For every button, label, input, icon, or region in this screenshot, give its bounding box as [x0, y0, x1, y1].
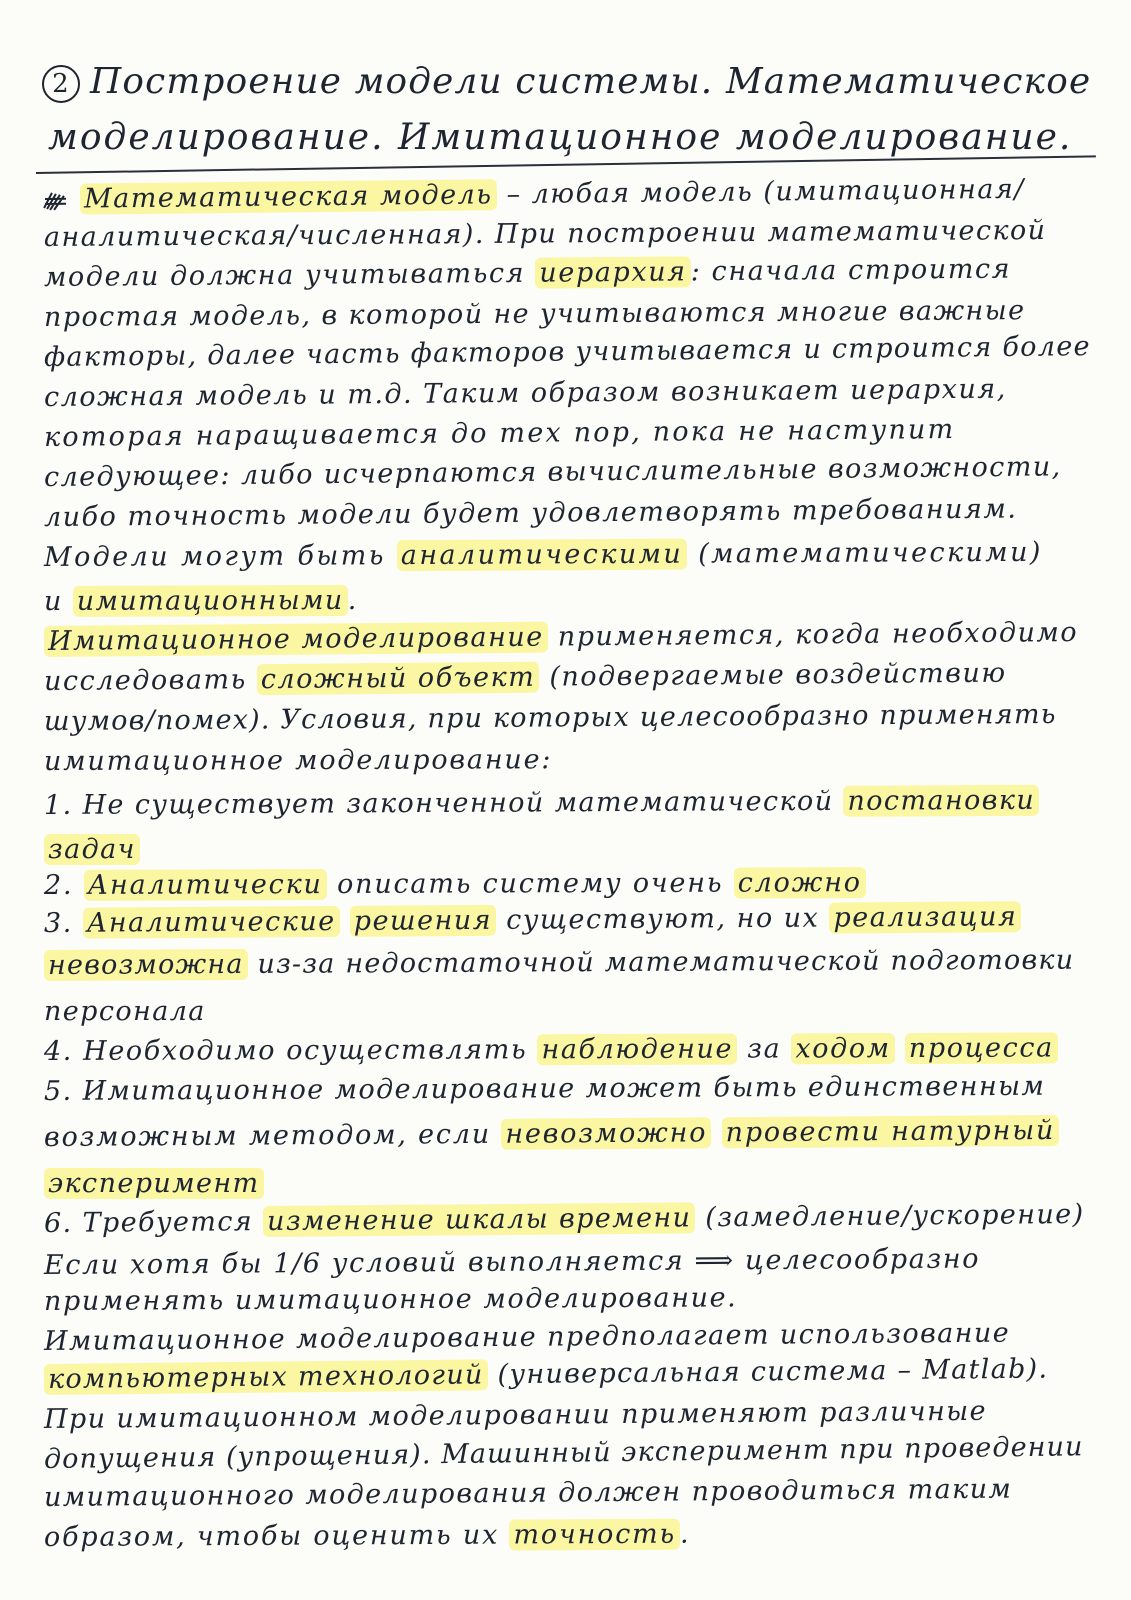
heading-line-2: [48, 118, 1072, 158]
highlighted-term: процесса: [905, 1032, 1058, 1064]
highlighted-term: невозможна: [44, 949, 248, 981]
note-line: [44, 1111, 1059, 1158]
note-line: [44, 1470, 1013, 1518]
highlighted-term: Аналитические: [83, 906, 340, 939]
highlighted-term: ходом: [791, 1033, 894, 1064]
highlighted-term: провести натурный: [721, 1115, 1059, 1148]
note-text: следующее: либо исчерпаются вычислительные возможности,: [43, 451, 1062, 493]
note-line: [44, 992, 206, 1032]
note-text: применять имитационное моделирование.: [43, 1282, 738, 1317]
note-text: 1. Не существует законченной математической: [43, 785, 844, 821]
note-line: [44, 654, 1007, 702]
note-text: При имитационном моделировании применяют различные: [43, 1395, 988, 1435]
note-text: .: [347, 584, 358, 616]
note-text: 5. Имитационное моделирование может быть единственным: [43, 1070, 1046, 1107]
highlighted-term: имитационными: [73, 585, 348, 617]
note-line: [44, 781, 1039, 826]
note-text: описать систему очень: [326, 867, 734, 901]
note-text: либо точность модели будет удовлетворять требованиям.: [43, 493, 1018, 533]
note-text: .: [679, 1518, 691, 1550]
note-text: [340, 906, 350, 937]
note-line: [44, 1515, 691, 1558]
note-text: аналитическая/численная). При построении математической: [43, 215, 1047, 253]
heading-text-1: Построение модели системы. Математическое: [90, 61, 1092, 102]
note-line: [44, 533, 1043, 578]
note-line: [44, 1195, 1085, 1244]
heading-line-1: [42, 62, 1091, 103]
note-line: [44, 250, 1012, 298]
section-number: 2: [42, 65, 80, 103]
note-text: 2.: [43, 869, 84, 901]
note-text: модели должна учитываться: [43, 257, 536, 293]
highlighted-term: Математическая модель: [80, 179, 497, 214]
note-line: [44, 1028, 1058, 1072]
highlighted-term: иерархия: [535, 256, 691, 288]
highlighted-term: наблюдение: [537, 1034, 737, 1066]
highlighted-term: Имитационное моделирование: [44, 622, 548, 657]
highlighted-term: постановки: [843, 785, 1039, 817]
note-line: [44, 1164, 264, 1204]
note-line: [44, 830, 140, 870]
note-line: [44, 490, 1018, 538]
note-text: простая модель, в которой не учитываются многие важные: [43, 295, 1026, 333]
note-line: [44, 1278, 738, 1322]
note-text: – любая модель (имитационная/: [496, 173, 1025, 211]
highlighted-term: точность: [509, 1519, 680, 1551]
note-text: из-за недостаточной математической подготовки: [247, 944, 1075, 980]
note-text: и: [43, 585, 73, 617]
highlighted-term: эксперимент: [44, 1168, 264, 1199]
note-text: за: [736, 1033, 792, 1065]
note-text: 3.: [43, 907, 83, 939]
highlighted-term: аналитическими: [397, 539, 688, 572]
note-text: (математическими): [687, 536, 1043, 570]
note-text: допущения (упрощения). Машинный эксперимент при проведении: [43, 1431, 1084, 1475]
highlighted-term: реализация: [829, 901, 1021, 933]
note-text: образом, чтобы оценить их: [43, 1519, 510, 1553]
highlighted-term: сложный объект: [257, 662, 540, 695]
note-text: сложная модель и т.д. Таким образом возникает иерархия,: [43, 373, 1007, 413]
note-line: [44, 740, 552, 782]
note-text: (замедление/ускорение): [695, 1198, 1085, 1234]
note-line: [44, 581, 358, 622]
note-line: [44, 695, 1057, 742]
note-text: Модели могут быть: [43, 540, 397, 573]
note-text: которая наращивается до тех пор, пока не наступит: [43, 414, 956, 453]
note-line: [44, 941, 1074, 986]
scribble-icon: [42, 189, 68, 211]
note-text: имитационное моделирование:: [43, 744, 553, 777]
note-text: : сначала строится: [690, 253, 1012, 288]
note-text: Имитационное моделирование предполагает использование: [43, 1317, 1011, 1357]
highlighted-term: изменение шкалы времени: [263, 1202, 696, 1237]
note-text: применяется, когда необходимо: [547, 616, 1079, 653]
highlighted-term: сложно: [734, 867, 866, 898]
note-text: шумов/помех). Условия, при которых целесообразно применять: [43, 698, 1057, 737]
note-text: возможным методом, если: [43, 1118, 502, 1153]
note-text: Если хотя бы 1/6 условий выполняется ⟹ целесообразно: [43, 1243, 981, 1281]
note-text: (подвергаемые воздействию: [539, 657, 1007, 693]
heading-text-2: моделирование. Имитационное моделирование.: [48, 117, 1073, 158]
note-text: факторы, далее часть факторов учитывается и строится более: [43, 331, 1091, 373]
note-text: 6. Требуется: [43, 1206, 264, 1239]
highlighted-term: задач: [44, 834, 140, 865]
note-text: [895, 1033, 905, 1064]
note-text: 4. Необходимо осуществлять: [43, 1034, 538, 1067]
highlighted-term: Аналитически: [84, 869, 327, 901]
note-text: (универсальная система – Matlab).: [487, 1353, 1049, 1391]
note-text: имитационного моделирования должен проводиться таким: [43, 1473, 1013, 1513]
highlighted-term: невозможно: [501, 1117, 711, 1149]
note-line: [44, 897, 1022, 944]
highlighted-term: решения: [350, 905, 497, 937]
note-text: [711, 1117, 722, 1148]
note-line: [44, 1067, 1046, 1112]
note-text: персонала: [44, 996, 206, 1027]
highlighted-term: компьютерных технологий: [44, 1359, 488, 1395]
note-text: существуют, но их: [495, 902, 830, 936]
note-text: исследовать: [43, 664, 257, 697]
